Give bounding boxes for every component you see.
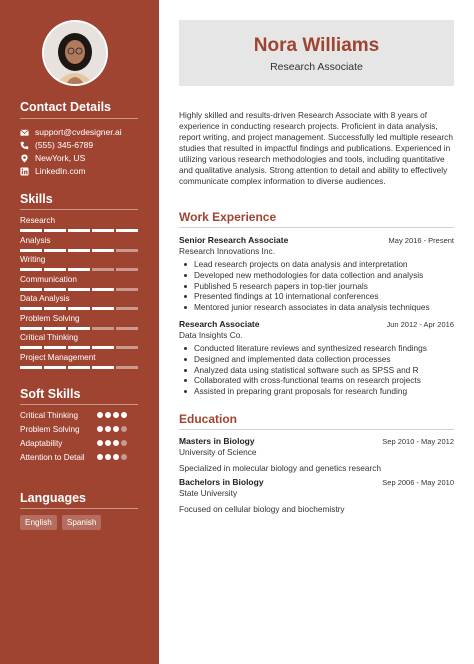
skill-item — [20, 255, 138, 271]
skill-level-segment — [116, 249, 138, 252]
job-bullets — [179, 259, 454, 313]
candidate-role: Research Associate — [270, 61, 363, 73]
skill-level-segment — [68, 327, 90, 330]
skill-level-segment — [20, 366, 42, 369]
skill-level-segment — [68, 229, 90, 232]
soft-skill-item — [20, 453, 138, 463]
soft-skill-rating — [97, 454, 127, 460]
skill-label: Communication — [20, 274, 77, 284]
skill-level-segment — [92, 346, 114, 349]
languages-heading: Languages — [20, 491, 86, 505]
soft-skill-rating — [97, 440, 127, 446]
skill-level-segment — [20, 288, 42, 291]
skill-level-segment — [116, 229, 138, 232]
list-item: Developed new methodologies for data collection and analysis — [179, 270, 454, 281]
list-item: Conducted literature reviews and synthesized research findings — [179, 343, 454, 354]
skill-level-bar — [20, 249, 138, 252]
skill-level-segment — [44, 288, 66, 291]
school-name: University of Science — [179, 447, 257, 457]
soft-skill-item — [20, 425, 138, 435]
skill-item — [20, 353, 138, 369]
skill-item — [20, 333, 138, 349]
skill-level-segment — [68, 249, 90, 252]
skill-level-segment — [44, 229, 66, 232]
list-item: Analyzed data using statistical software such as SPSS and R — [179, 365, 454, 376]
contact-details-heading: Contact Details — [20, 100, 111, 114]
soft-skill-label: Problem Solving — [20, 425, 80, 434]
skill-level-segment — [116, 307, 138, 310]
rating-dot — [105, 440, 111, 446]
rating-dot — [113, 454, 119, 460]
education-heading: Education — [179, 412, 238, 426]
rating-dot — [113, 426, 119, 432]
education-entry — [179, 436, 454, 473]
list-item: Collaborated with cross-functional teams on research projects — [179, 375, 454, 386]
skill-level-segment — [68, 366, 90, 369]
soft-skill-label: Adaptability — [20, 439, 63, 448]
contact-linkedin-text: LinkedIn.com — [35, 166, 86, 176]
skills-heading: Skills — [20, 192, 53, 206]
skill-level-segment — [92, 366, 114, 369]
skill-level-segment — [92, 268, 114, 271]
skill-level-segment — [20, 249, 42, 252]
skill-level-segment — [68, 307, 90, 310]
skill-level-segment — [20, 229, 42, 232]
rating-dot — [121, 440, 127, 446]
soft-skill-item — [20, 411, 138, 421]
contact-location — [20, 153, 85, 163]
skill-level-bar — [20, 366, 138, 369]
skill-level-segment — [92, 249, 114, 252]
rating-dot — [97, 440, 103, 446]
job-entry — [179, 319, 454, 397]
skill-level-segment — [68, 288, 90, 291]
skill-label: Data Analysis — [20, 294, 70, 303]
soft-skill-item — [20, 439, 138, 449]
skill-level-segment — [44, 249, 66, 252]
job-company: Data Insights Co. — [179, 330, 243, 340]
phone-icon — [20, 141, 29, 150]
soft-skill-label: Attention to Detail — [20, 453, 85, 462]
rating-dot — [121, 454, 127, 460]
rating-dot — [105, 412, 111, 418]
soft-skills-heading: Soft Skills — [20, 387, 81, 401]
skill-label: Project Management — [20, 352, 96, 362]
list-item: Lead research projects on data analysis and interpretation — [179, 259, 454, 270]
job-date: May 2016 - Present — [388, 236, 454, 245]
linkedin-icon — [20, 167, 29, 176]
rating-dot — [97, 426, 103, 432]
rating-dot — [105, 426, 111, 432]
skill-item — [20, 294, 138, 310]
skill-level-segment — [92, 288, 114, 291]
rating-dot — [105, 454, 111, 460]
job-date: Jun 2012 - Apr 2016 — [386, 320, 454, 329]
rating-dot — [97, 412, 103, 418]
skill-level-segment — [116, 366, 138, 369]
divider — [179, 227, 454, 228]
envelope-icon — [20, 128, 29, 137]
rating-dot — [113, 440, 119, 446]
job-entry — [179, 235, 454, 313]
job-bullets — [179, 343, 454, 397]
profile-photo — [44, 22, 106, 84]
skill-level-bar — [20, 229, 138, 232]
skill-level-bar — [20, 327, 138, 330]
contact-phone-text: (555) 345-6789 — [35, 140, 94, 150]
contact-email[interactable] — [20, 127, 122, 137]
education-date: Sep 2006 - May 2010 — [382, 478, 454, 487]
education-description: Specialized in molecular biology and genetics research — [179, 463, 382, 473]
skill-level-segment — [116, 327, 138, 330]
skill-level-segment — [44, 307, 66, 310]
skill-item — [20, 314, 138, 330]
header-box — [179, 20, 454, 86]
skill-level-bar — [20, 307, 138, 310]
contact-email-text: support@cvdesigner.ai — [35, 127, 122, 137]
languages-list — [20, 515, 101, 530]
contact-phone[interactable] — [20, 140, 93, 150]
divider — [20, 404, 138, 405]
map-pin-icon — [20, 154, 29, 163]
rating-dot — [113, 412, 119, 418]
skill-level-segment — [20, 346, 42, 349]
skill-level-segment — [116, 346, 138, 349]
skill-level-segment — [92, 327, 114, 330]
school-name: State University — [179, 488, 238, 498]
divider — [20, 209, 138, 210]
list-item: Designed and implemented data collection processes — [179, 354, 454, 365]
skill-level-segment — [92, 229, 114, 232]
education-description: Focused on cellular biology and biochemistry — [179, 504, 345, 514]
skill-label: Writing — [20, 255, 46, 264]
skill-level-segment — [44, 346, 66, 349]
skill-level-segment — [20, 327, 42, 330]
rating-dot — [121, 426, 127, 432]
skill-level-segment — [68, 268, 90, 271]
skill-level-bar — [20, 268, 138, 271]
skill-label: Critical Thinking — [20, 333, 79, 342]
skill-label: Analysis — [20, 235, 51, 245]
skill-level-bar — [20, 346, 138, 349]
skill-level-segment — [44, 327, 66, 330]
skill-item — [20, 216, 138, 232]
rating-dot — [97, 454, 103, 460]
skill-label: Research — [20, 216, 56, 225]
job-company: Research Innovations Inc. — [179, 246, 275, 256]
skill-level-segment — [116, 268, 138, 271]
skill-level-segment — [68, 346, 90, 349]
language-tag: Spanish — [62, 515, 102, 530]
list-item: Presented findings at 10 international conferences — [179, 291, 454, 302]
contact-linkedin[interactable] — [20, 166, 86, 176]
work-experience-heading: Work Experience — [179, 210, 277, 224]
profile-photo-frame — [42, 20, 108, 86]
list-item: Published 5 research papers in top-tier journals — [179, 281, 454, 292]
profile-summary: Highly skilled and results-driven Research Associate with 8 years of experience in conducting research projects. Proficient in data analysis, report writing, and project management. Successfully led multiple research studies that resulted in impactful findings and publications. Experienced in utilizing various research methodologies and tools, including quantitative and qualitative analysis. Strong attention to detail and ability to effectively communicate complex information to diverse audiences. — [179, 110, 453, 186]
rating-dot — [121, 412, 127, 418]
skill-item — [20, 275, 138, 291]
skill-level-segment — [20, 307, 42, 310]
skill-level-bar — [20, 288, 138, 291]
skill-level-segment — [44, 366, 66, 369]
skill-level-segment — [44, 268, 66, 271]
degree-title: Masters in Biology — [179, 436, 255, 446]
list-item: Assisted in preparing grant proposals for research funding — [179, 386, 454, 397]
education-entry — [179, 477, 454, 514]
soft-skill-rating — [97, 426, 127, 432]
soft-skill-rating — [97, 412, 127, 418]
education-date: Sep 2010 - May 2012 — [382, 437, 454, 446]
skill-level-segment — [20, 268, 42, 271]
divider — [20, 118, 138, 119]
divider — [179, 429, 454, 430]
skill-level-segment — [92, 307, 114, 310]
language-tag: English — [20, 515, 57, 530]
skill-level-segment — [116, 288, 138, 291]
skill-item — [20, 236, 138, 252]
sidebar — [0, 0, 159, 664]
skill-label: Problem Solving — [20, 313, 80, 323]
list-item: Mentored junior research associates in data analysis techniques — [179, 302, 454, 313]
degree-title: Bachelors in Biology — [179, 477, 264, 487]
job-title: Research Associate — [179, 319, 260, 329]
candidate-name: Nora Williams — [253, 35, 380, 56]
soft-skill-label: Critical Thinking — [20, 411, 79, 420]
contact-location-text: NewYork, US — [35, 153, 86, 163]
divider — [20, 508, 138, 509]
job-title: Senior Research Associate — [179, 235, 289, 245]
